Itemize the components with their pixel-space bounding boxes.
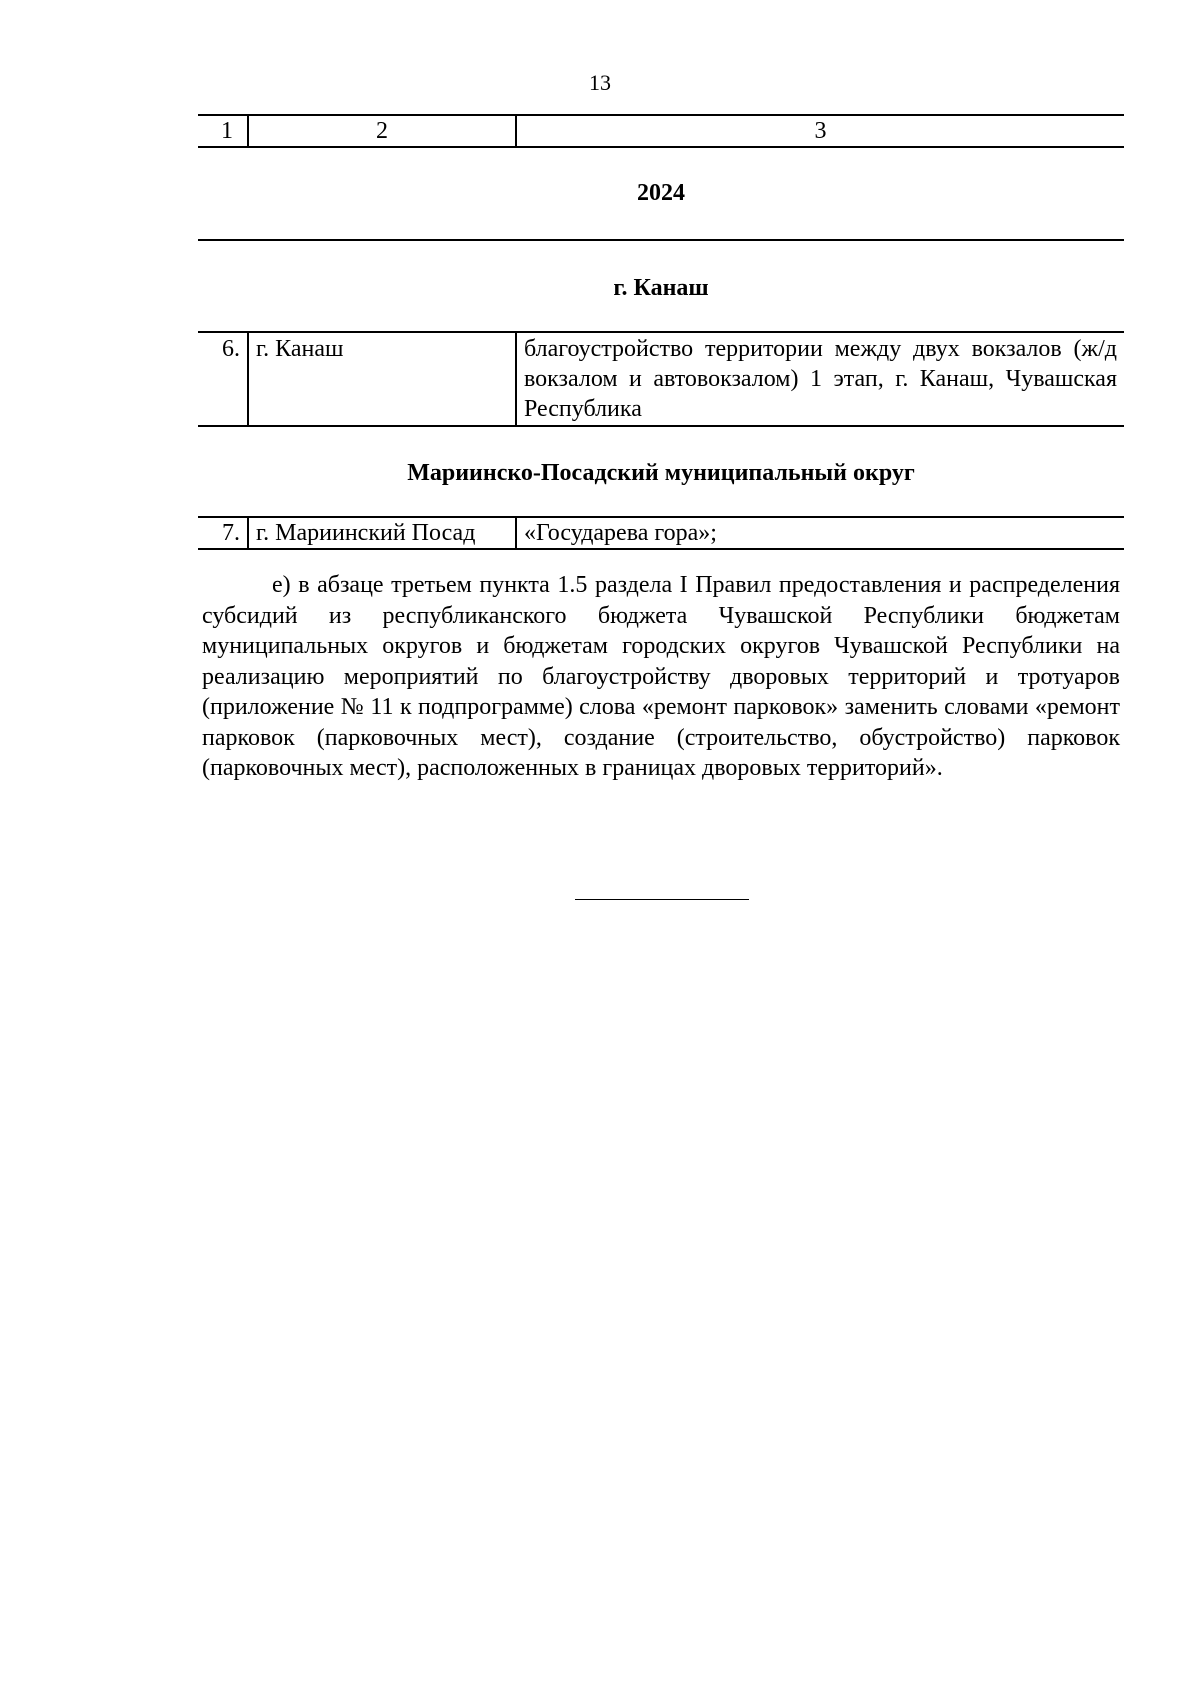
section-title-kanash: г. Канаш [613, 275, 709, 301]
table-kanash [198, 331, 1124, 427]
year-heading: 2024 [637, 180, 685, 206]
row-number: 7. [198, 517, 248, 549]
table-column-header [198, 114, 1124, 148]
row-municipality: г. Канаш [248, 332, 516, 426]
row-number: 6. [198, 332, 248, 426]
table-row [198, 332, 1124, 426]
page-number: 13 [589, 70, 611, 95]
column-number-1: 1 [198, 115, 248, 147]
row-municipality: г. Мариинский Посад [248, 517, 516, 549]
table-row [198, 517, 1124, 549]
section-divider [198, 239, 1124, 241]
amendment-paragraph: е) в абзаце третьем пункта 1.5 раздела I Правил предоставления и распределения субсидий из республиканского бюджета Чувашской Республики бюджетам муниципальных округов и бюджетам городских округов Чувашской Республики на реализацию мероприятий по благоустройству дворовых территорий и тротуаров (приложение № 11 к подпрограмме) слова «ремонт парковок» заменить словами «ремонт парковок (парковочных мест), создание (строительство, обустройство) парковок (парковочных мест), расположенных в границах дворовых территорий». [202, 572, 1120, 781]
table-mariinsko-posadsky [198, 516, 1124, 550]
column-number-3: 3 [516, 115, 1124, 147]
column-number-2: 2 [248, 115, 516, 147]
row-description: «Государева гора»; [516, 517, 1124, 549]
section-title-mariinsko-posadsky: Мариинско-Посадский муниципальный округ [407, 460, 915, 486]
table-header-row [198, 115, 1124, 147]
row-description: благоустройство территории между двух вокзалов (ж/д вокзалом и автовокзалом) 1 этап, г. Канаш, Чувашская Республика [516, 332, 1124, 426]
end-of-text-rule [575, 899, 749, 900]
